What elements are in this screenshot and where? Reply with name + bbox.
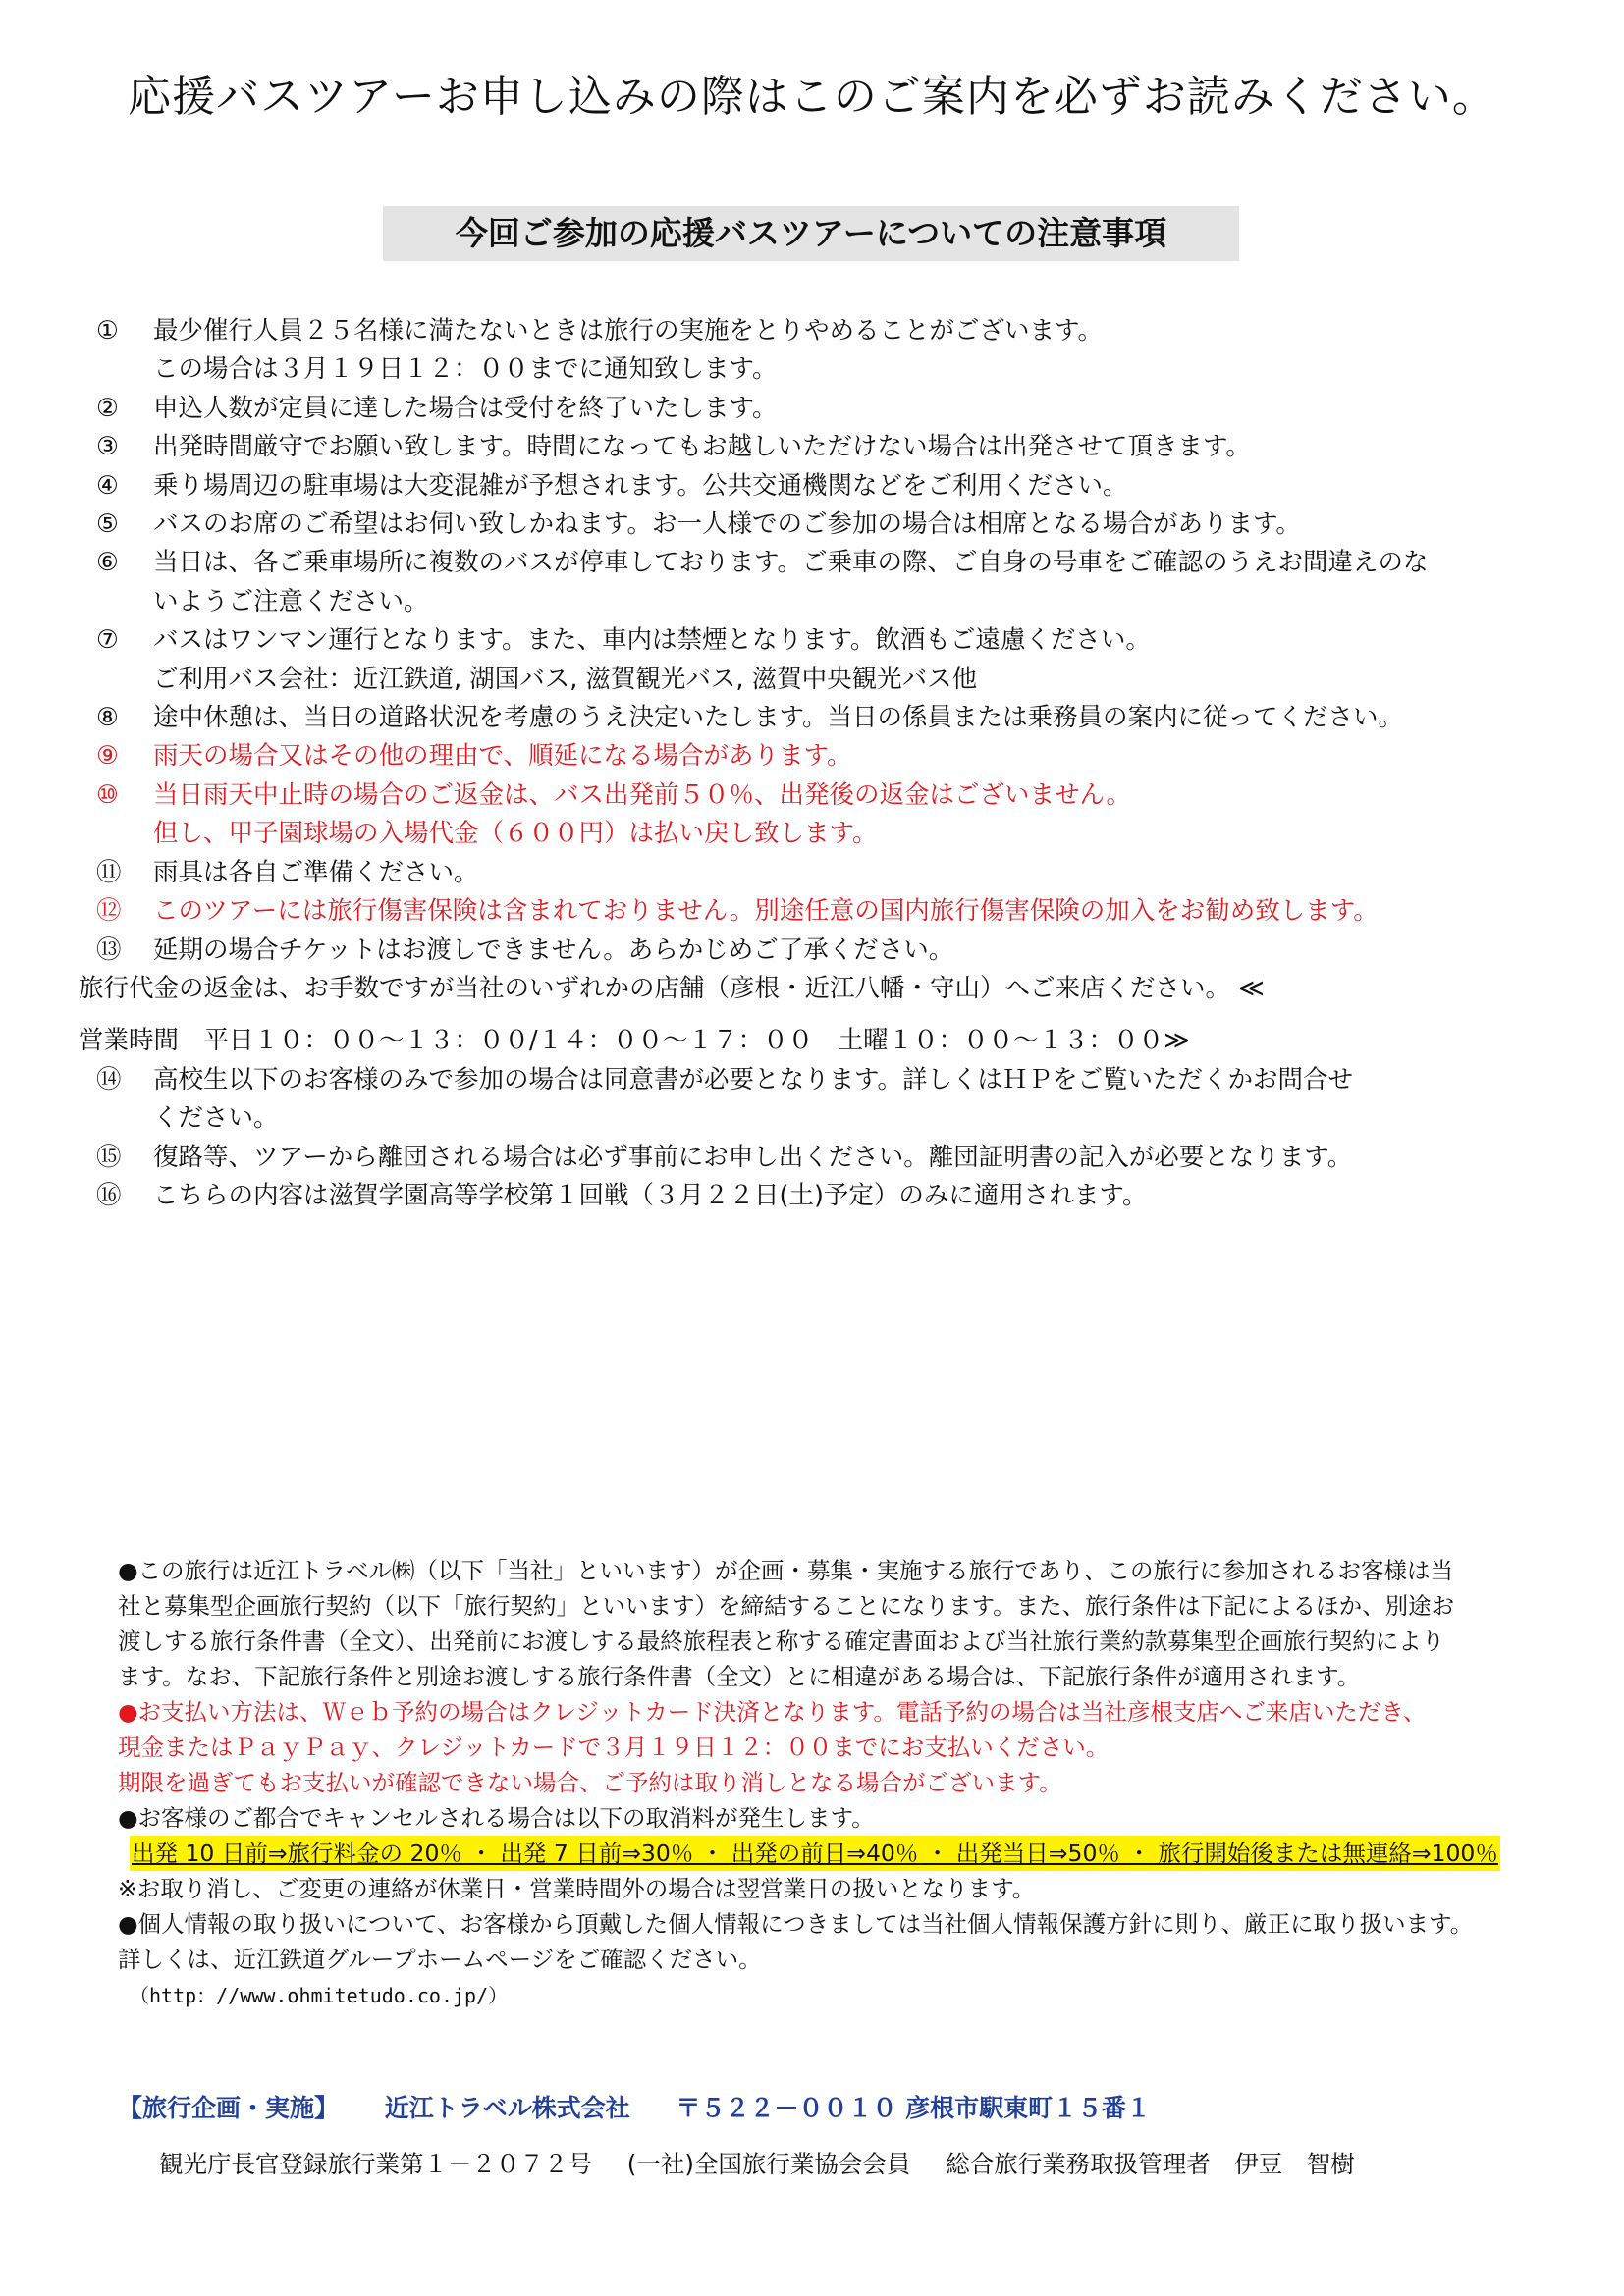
list-item — [96, 699, 1540, 737]
list-item — [96, 1061, 1540, 1139]
item-number: ⑨ — [96, 741, 119, 772]
website-url: （http：//www.ohmitetudo.co.jp/） — [130, 1984, 509, 2007]
registration-line — [159, 2146, 1382, 2180]
organizer-line — [118, 2089, 1188, 2124]
privacy-text: ●個人情報の取り扱いについて、お客様から頂戴した個人情報につきましては当社個人情報保護方針に則り、厳正に取り扱います。 — [118, 1910, 1474, 1938]
item-number: ⑪ — [96, 857, 122, 887]
bullet: ● — [118, 1698, 138, 1726]
list-item — [96, 776, 1540, 854]
refund-mark: ≪ — [1238, 973, 1265, 1003]
item-number: ⑬ — [96, 934, 122, 965]
item-number: ⑥ — [96, 548, 119, 578]
item-text: いようご注意ください。 — [153, 586, 429, 616]
list-item — [96, 390, 1540, 428]
list-item — [96, 932, 1540, 970]
item-text: 雨天の場合又はその他の理由で、順延になる場合があります。 — [153, 741, 852, 772]
item-text: 当日は、各ご乗車場所に複数のバスが停車しております。ご乗車の際、ご自身の号車をご確認のうえお間違えのな — [153, 548, 1429, 578]
refund-notice — [79, 970, 1540, 1061]
item-text: 申込人数が定員に達した場合は受付を終了いたします。 — [153, 393, 778, 423]
terms-text: ●この旅行は近江トラベル㈱（以下「当社」といいます）が企画・募集・実施する旅行であり、この旅行に参加されるお客様は当 — [118, 1557, 1454, 1584]
item-text: 当日雨天中止時の場合のご返金は、バス出発前５０％、出発後の返金はございません。 — [153, 779, 1132, 810]
list-item — [96, 506, 1540, 544]
item-text: バスはワンマン運行となります。また、車内は禁煙となります。飲酒もご遠慮ください。 — [153, 625, 1151, 656]
list-item — [96, 544, 1540, 621]
list-item — [96, 737, 1540, 775]
item-number: ⑦ — [96, 625, 119, 656]
notes-list — [79, 312, 1540, 1215]
item-text: 乗り場周辺の駐車場は大変混雑が予想されます。公共交通機関などをご利用ください。 — [153, 470, 1128, 501]
list-item — [96, 1139, 1540, 1177]
item-text: 雨具は各自ご準備ください。 — [153, 857, 479, 887]
item-text: 出発時間厳守でお願い致します。時間になってもお越しいただけない場合は出発させて頂きます。 — [153, 432, 1251, 462]
license-number: 観光庁長官登録旅行業第１－２０７２号 — [159, 2150, 592, 2178]
item-number: ⑤ — [96, 509, 119, 540]
organizer-address: 〒５２２－００１０ 彦根市駅東町１５番１ — [676, 2094, 1152, 2122]
list-item — [96, 312, 1540, 390]
item-text: ご利用バス会社：近江鉄道, 湖国バス, 滋賀観光バス, 滋賀中央観光バス他 — [153, 664, 978, 694]
cancel-intro: ●お客様のご都合でキャンセルされる場合は以下の取消料が発生します。 — [118, 1804, 875, 1832]
item-text: この場合は３月１９日１２：００までに通知致します。 — [153, 354, 778, 385]
page-title: 応援バスツアーお申し込みの際はこのご案内を必ずお読みください。 — [128, 72, 1496, 122]
item-number: ⑭ — [96, 1064, 122, 1095]
section-heading: 今回ご参加の応援バスツアーについての注意事項 — [383, 206, 1239, 261]
list-item — [96, 1177, 1540, 1215]
item-number: ② — [96, 393, 119, 423]
item-text: 途中休憩は、当日の道路状況を考慮のうえ決定いたします。当日の係員または乗務員の案内に従ってください。 — [153, 703, 1403, 733]
business-hours: 営業時間 平日１０：００～１３：００/１４：００～１７：００ 土曜１０：００～１３：００≫ — [79, 1026, 1190, 1056]
item-text: 最少催行人員２５名様に満たないときは旅行の実施をとりやめることがございます。 — [153, 316, 1103, 346]
item-number: ① — [96, 316, 119, 346]
terms-text: ます。なお、下記旅行条件と別途お渡しする旅行条件書（全文）とに相違がある場合は、下記旅行条件が適用されます。 — [118, 1663, 1361, 1690]
refund-text: 旅行代金の返金は、お手数ですが当社のいずれかの店舗（彦根・近江八幡・守山）へご来店ください。 — [79, 973, 1231, 1003]
list-item — [96, 467, 1540, 506]
item-text: 延期の場合チケットはお渡しできません。あらかじめご了承ください。 — [153, 934, 954, 965]
item-number: ⑮ — [96, 1142, 122, 1172]
list-item — [96, 428, 1540, 466]
item-number: ④ — [96, 470, 119, 501]
list-item — [96, 892, 1540, 931]
item-number: ⑫ — [96, 896, 122, 927]
item-text: 高校生以下のお客様のみで参加の場合は同意書が必要となります。詳しくはＨＰをご覧いただくかお問合せ — [153, 1064, 1353, 1095]
item-number: ⑧ — [96, 703, 119, 733]
payment-text: 現金またはＰａｙＰａｙ、クレジットカードで３月１９日１２：００までにお支払いください。 — [118, 1734, 1110, 1761]
item-text: このツアーには旅行傷害保険は含まれておりません。別途任意の国内旅行傷害保険の加入をお勧め致します。 — [153, 896, 1379, 927]
item-text: こちらの内容は滋賀学園高等学校第１回戦（３月２２日(土)予定）のみに適用されます。 — [153, 1180, 1148, 1210]
organizer-label: 【旅行企画・実施】 — [118, 2094, 340, 2122]
item-text: 但し、甲子園球場の入場代金（６００円）は払い戻し致します。 — [153, 819, 878, 849]
item-text: バスのお席のご希望はお伺い致しかねます。お一人様でのご参加の場合は相席となる場合があります。 — [153, 509, 1301, 540]
item-number: ⑩ — [96, 779, 119, 810]
item-number: ⑯ — [96, 1180, 122, 1210]
list-item — [96, 854, 1540, 892]
association-membership: (一社)全国旅行業協会会員 — [626, 2150, 911, 2178]
travel-terms — [118, 1553, 1551, 2013]
cancel-note: ※お取り消し、ご変更の連絡が休業日・営業時間外の場合は翌営業日の扱いとなります。 — [118, 1875, 1036, 1902]
payment-text: 期限を過ぎてもお支払いが確認できない場合、ご予約は取り消しとなる場合がございます。 — [118, 1769, 1062, 1796]
list-item — [96, 621, 1540, 699]
item-text: ください。 — [153, 1103, 279, 1134]
travel-manager: 総合旅行業務取扱管理者 伊豆 智樹 — [946, 2150, 1355, 2178]
organizer-company: 近江トラベル株式会社 — [384, 2094, 630, 2122]
terms-text: 社と募集型企画旅行契約（以下「旅行契約」といいます）を締結することになります。また、旅行条件は下記によるほか、別途お — [118, 1592, 1455, 1620]
item-number: ③ — [96, 432, 119, 462]
payment-text: ●お支払い方法は、Ｗｅｂ予約の場合はクレジットカード決済となります。電話予約の場合は当社彦根支店へご来店いただき、 — [118, 1698, 1427, 1726]
cancel-fee-schedule: 出発 10 日前⇒旅行料金の 20％ ・ 出発 7 日前⇒30％ ・ 出発の前日⇒40％ ・ 出発当日⇒50％ ・ 旅行開始後または無連絡⇒100％ — [130, 1836, 1500, 1871]
privacy-text: 詳しくは、近江鉄道グループホームページをご確認ください。 — [118, 1946, 762, 1973]
item-text: 復路等、ツアーから離団される場合は必ず事前にお申し出ください。離団証明書の記入が必要となります。 — [153, 1142, 1353, 1172]
terms-text: 渡しする旅行条件書（全文）、出発前にお渡しする最終旅程表と称する確定書面および当社旅行業約款募集型企画旅行契約により — [118, 1628, 1445, 1655]
